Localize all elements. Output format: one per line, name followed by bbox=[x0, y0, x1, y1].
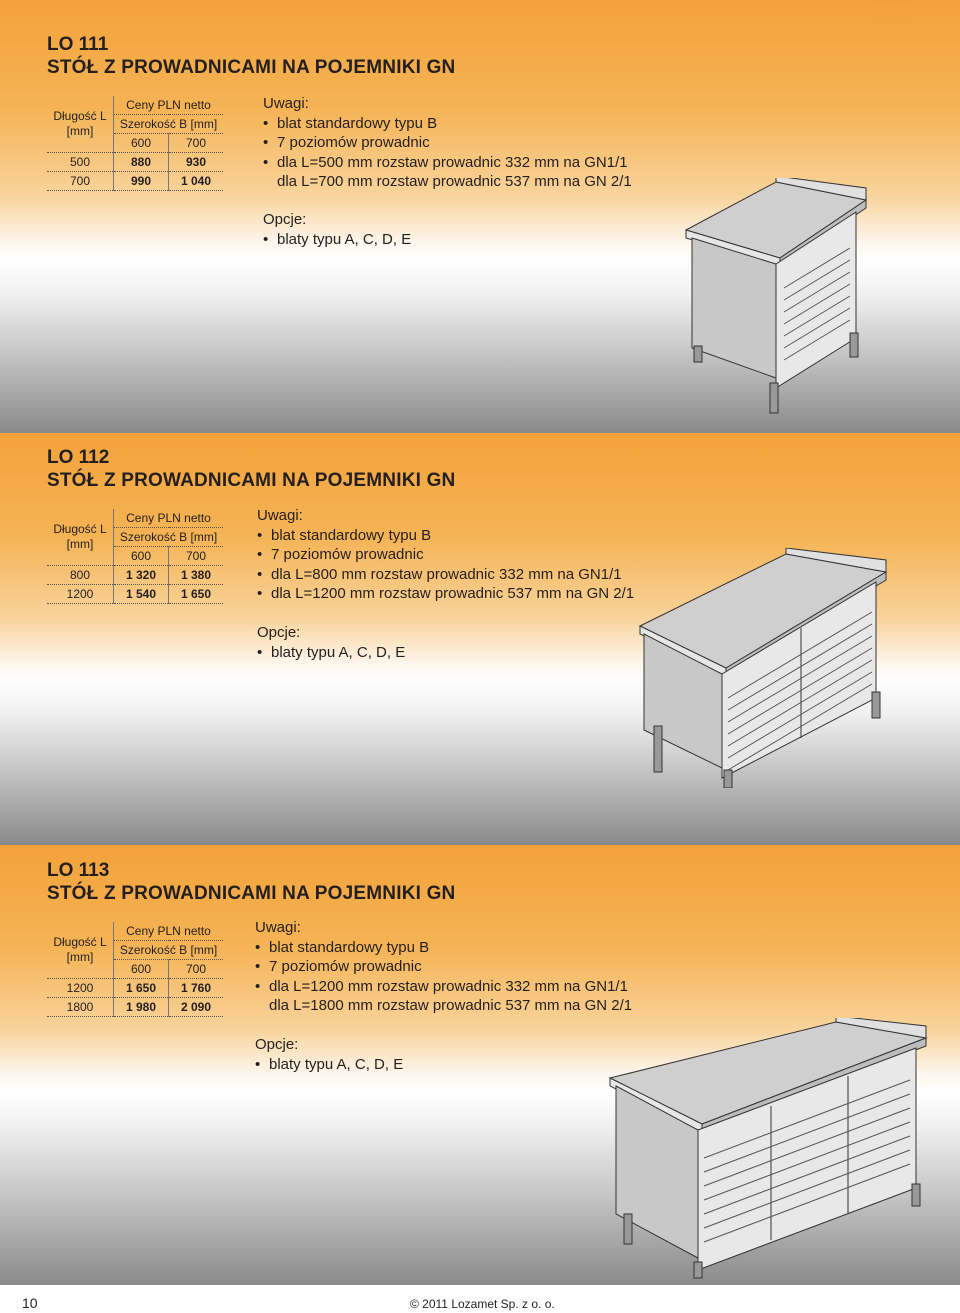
width-600: 600 bbox=[114, 547, 169, 566]
price-cell: 1 540 bbox=[114, 585, 169, 604]
note-item: • dla L=1200 mm rozstaw prowadnic 332 mm na GN1/1 bbox=[255, 977, 632, 997]
option-item: • blaty typu A, C, D, E bbox=[257, 643, 405, 663]
options-block bbox=[263, 210, 411, 249]
option-item: • blaty typu A, C, D, E bbox=[255, 1055, 403, 1075]
price-cell: 1 760 bbox=[169, 979, 224, 998]
table-illustration bbox=[680, 178, 880, 418]
price-table bbox=[47, 922, 223, 1017]
product-code: LO 112 bbox=[47, 447, 110, 468]
product-code: LO 111 bbox=[47, 34, 109, 55]
width-700: 700 bbox=[169, 547, 224, 566]
price-cell: 1 040 bbox=[169, 172, 224, 191]
note-item: • 7 poziomów prowadnic bbox=[257, 545, 634, 565]
width-700: 700 bbox=[169, 960, 224, 979]
row-length: 1200 bbox=[47, 585, 114, 604]
notes-block bbox=[255, 918, 632, 1016]
note-item: dla L=1800 mm rozstaw prowadnic 537 mm na GN 2/1 bbox=[269, 997, 633, 1014]
options-title: Opcje: bbox=[255, 1036, 299, 1053]
note-item: • dla L=500 mm rozstaw prowadnic 332 mm na GN1/1 bbox=[263, 153, 632, 173]
price-table bbox=[47, 96, 223, 191]
copyright: © 2011 Lozamet Sp. z o. o. bbox=[410, 1297, 555, 1311]
table-illustration bbox=[636, 548, 896, 788]
note-item: • blat standardowy typu B bbox=[257, 526, 634, 546]
notes-block bbox=[257, 506, 634, 604]
row-length: 1800 bbox=[47, 998, 114, 1017]
page-number: 10 bbox=[22, 1295, 38, 1311]
width-header: Szerokość B [mm] bbox=[114, 941, 224, 960]
price-cell: 1 380 bbox=[169, 566, 224, 585]
width-600: 600 bbox=[114, 134, 169, 153]
note-item: dla L=700 mm rozstaw prowadnic 537 mm na GN 2/1 bbox=[277, 173, 632, 190]
product-title: STÓŁ Z PROWADNICAMI NA POJEMNIKI GN bbox=[47, 470, 456, 491]
note-item: • 7 poziomów prowadnic bbox=[263, 133, 632, 153]
note-item: • dla L=1200 mm rozstaw prowadnic 537 mm na GN 2/1 bbox=[257, 584, 634, 604]
price-cell: 880 bbox=[114, 153, 169, 172]
note-item: • 7 poziomów prowadnic bbox=[255, 957, 632, 977]
length-header: Długość L [mm] bbox=[47, 96, 114, 153]
option-item: • blaty typu A, C, D, E bbox=[263, 230, 411, 250]
product-title: STÓŁ Z PROWADNICAMI NA POJEMNIKI GN bbox=[47, 57, 456, 78]
note-item: • blat standardowy typu B bbox=[263, 114, 632, 134]
note-item: • blat standardowy typu B bbox=[255, 938, 632, 958]
table-illustration bbox=[606, 1018, 946, 1283]
length-header: Długość L [mm] bbox=[47, 922, 114, 979]
price-cell: 1 980 bbox=[114, 998, 169, 1017]
options-block bbox=[257, 623, 405, 662]
row-length: 1200 bbox=[47, 979, 114, 998]
row-length: 700 bbox=[47, 172, 114, 191]
options-title: Opcje: bbox=[263, 211, 307, 228]
options-title: Opcje: bbox=[257, 624, 301, 641]
product-title: STÓŁ Z PROWADNICAMI NA POJEMNIKI GN bbox=[47, 883, 456, 904]
product-code: LO 113 bbox=[47, 860, 110, 881]
row-length: 500 bbox=[47, 153, 114, 172]
page-number-top: 100 bbox=[865, 0, 912, 30]
width-700: 700 bbox=[169, 134, 224, 153]
price-cell: 2 090 bbox=[169, 998, 224, 1017]
width-header: Szerokość B [mm] bbox=[114, 115, 224, 134]
price-header: Ceny PLN netto bbox=[114, 922, 224, 941]
length-header: Długość L [mm] bbox=[47, 509, 114, 566]
price-header: Ceny PLN netto bbox=[114, 509, 224, 528]
row-length: 800 bbox=[47, 566, 114, 585]
notes-title: Uwagi: bbox=[263, 95, 309, 112]
notes-title: Uwagi: bbox=[257, 507, 303, 524]
options-block bbox=[255, 1035, 403, 1074]
price-header: Ceny PLN netto bbox=[114, 96, 224, 115]
price-table bbox=[47, 509, 223, 604]
notes-block bbox=[263, 94, 632, 192]
note-item: • dla L=800 mm rozstaw prowadnic 332 mm na GN1/1 bbox=[257, 565, 634, 585]
price-cell: 1 650 bbox=[169, 585, 224, 604]
price-cell: 1 320 bbox=[114, 566, 169, 585]
price-cell: 1 650 bbox=[114, 979, 169, 998]
price-cell: 930 bbox=[169, 153, 224, 172]
price-cell: 990 bbox=[114, 172, 169, 191]
width-header: Szerokość B [mm] bbox=[114, 528, 224, 547]
width-600: 600 bbox=[114, 960, 169, 979]
notes-title: Uwagi: bbox=[255, 919, 301, 936]
